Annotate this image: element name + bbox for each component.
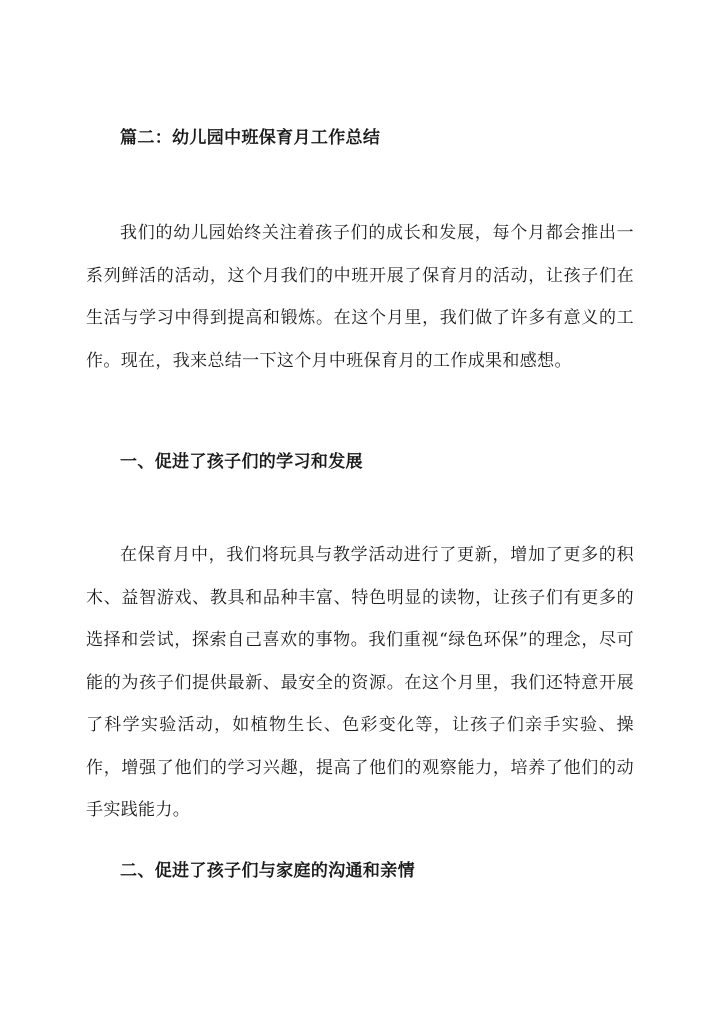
- document-title: 篇二：幼儿园中班保育月工作总结: [120, 128, 381, 148]
- section-body-1: 在保育月中，我们将玩具与教学活动进行了更新，增加了更多的积木、益智游戏、教具和品种丰富、特色明显的读物，让孩子们有更多的选择和尝试，探索自己喜欢的事物。我们重视“绿色环保”的理念，尽可能的为孩子们提供最新、最安全的资源。在这个月里，我们还特意开展了科学实验活动，如植物生长、色彩变化等，让孩子们亲手实验、操作，增强了他们的学习兴趣，提高了他们的观察能力，培养了他们的动手实践能力。: [86, 545, 634, 820]
- intro-paragraph: 我们的幼儿园始终关注着孩子们的成长和发展，每个月都会推出一系列鲜活的活动，这个月我们的中班开展了保育月的活动，让孩子们在生活与学习中得到提高和锻炼。在这个月里，我们做了许多有意义的工作。现在，我来总结一下这个月中班保育月的工作成果和感想。: [86, 223, 634, 371]
- section-heading-2: 二、促进了孩子们与家庭的沟通和亲情: [120, 861, 415, 881]
- section-heading-1: 一、促进了孩子们的学习和发展: [120, 452, 363, 472]
